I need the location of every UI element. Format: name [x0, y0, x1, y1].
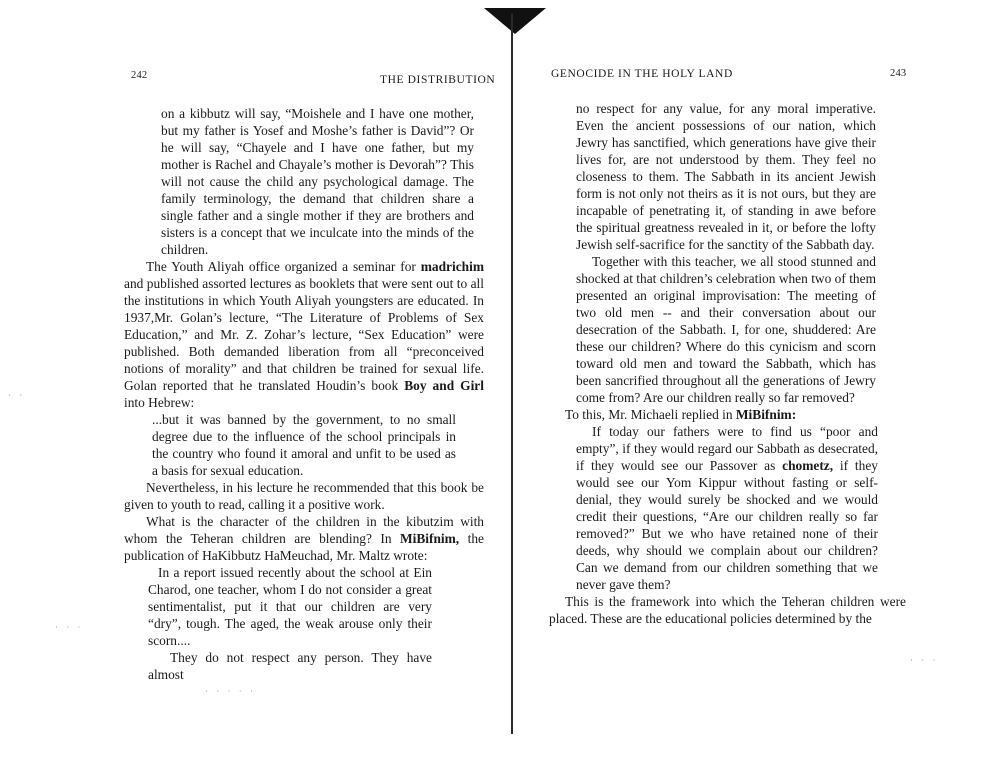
text-span: and published assorted lectures as booklets that were sent out to all the institutions in which Youth Aliyah youngsters are educated. In 1937,Mr. Golan’s lecture, “The Literature of Problems of Sex Education,” and Mr. Z. Zohar’s lecture, “Sex Education” were published. Both demanded liberation from all “preconceived notions of morality” and that children be trained for sexual life. Golan reported that he translated Houdin’s book — [124, 276, 484, 393]
text-span: the publication of HaKibbutz HaMeuchad, Mr. Maltz wrote: — [124, 531, 484, 563]
left-page-body — [124, 105, 484, 683]
right-page-body — [549, 100, 906, 627]
term-mibifnim: MiBifnim, — [400, 531, 460, 546]
right-running-head: GENOCIDE IN THE HOLY LAND — [551, 68, 733, 80]
paragraph-nevertheless: Nevertheless, in his lecture he recommended that this book be given to youth to read, calling it a positive work. — [124, 480, 484, 512]
term-chometz: chometz, — [782, 458, 834, 473]
left-page-number: 242 — [131, 70, 148, 81]
scan-speck: · · · — [55, 622, 84, 632]
term-mibifnim: MiBifnim: — [735, 407, 797, 422]
scan-speck: · · · — [910, 655, 939, 665]
paragraph-framework: This is the framework into which the Teheran children were placed. These are the educational policies determined by the — [549, 594, 906, 626]
paragraph-character — [124, 513, 484, 564]
quote-block-kibbutz: on a kibbutz will say, “Moishele and I have one mother, but my father is Yosef and Moshe’s father is David”? Or he will say, “Chayele and I have one father, but my mother is Rachel and Chayale’s mother is Devorah”? This will not cause the child any psychological damage. The family terminology, the demand that children share a single father and a single mother if they are brothers and sisters is a concept that we inculcate into the minds of the children. — [161, 106, 474, 257]
text-span: What is the character of the children in the kibutzim with whom the Teheran children are blending? In — [124, 514, 484, 546]
right-page-number: 243 — [890, 68, 907, 79]
quote-block-respect: They do not respect any person. They have almost — [148, 650, 432, 682]
scan-speck: · · · · · — [205, 686, 256, 696]
quote-block-no-respect: no respect for any value, for any moral imperative. Even the ancient possessions of our nation, which Jewry has sanctified, which generations have give their lives for, are not understood by them. They feel no closeness to them. The Sabbath in its ancient Jewish form is not only not theirs as it is not ours, but they are incapable of penetrating it, of standing in awe before the spiritual greatness revealed in it, or before the lofty Jewish self-sacrifice for the sanctity of the Sabbath day. — [576, 101, 876, 252]
page-gutter — [511, 14, 513, 734]
quote-block-together: Together with this teacher, we all stood stunned and shocked at that children’s celebration when two of them presented an original improvisation: The meeting of two old men -- and their conversation about our desecration of the Sabbath. I, for one, shuddered: Are these our children? Where do this cynicism and scorn toward old men and toward the Sabbath, which has been sancrified throughout all the generations of Jewry come from? Are our children really so far removed? — [576, 254, 876, 405]
left-running-head: THE DISTRIBUTION — [380, 74, 496, 86]
text-span: If today our fathers were to find us “poor and empty”, if they would regard our Sabbath as desecrated, if they would see our Passover as — [576, 424, 878, 473]
quote-block-fathers — [549, 423, 906, 593]
text-span: into Hebrew: — [124, 395, 195, 410]
text-span: To this, Mr. Michaeli replied in — [565, 407, 733, 422]
binding-mark — [484, 8, 546, 34]
quote-block-banned: ...but it was banned by the government, to no small degree due to the influence of the school principals in the country who found it amoral and unfit to be used as a basis for sexual education. — [152, 412, 456, 478]
paragraph-youth-aliyah — [124, 258, 484, 411]
scan-speck: · · — [8, 390, 26, 400]
paragraph-michaeli — [549, 406, 906, 423]
quote-block-ein-charod: In a report issued recently about the school at Ein Charod, one teacher, whom I do not consider a great sentimentalist, put it that our children are very “dry”, tough. The aged, the weak arouse only their scorn.... — [148, 565, 432, 648]
text-span: if they would see our Yom Kippur without fasting or self-denial, they would surely be shocked and we would credit their questions, “Are our children really so far removed?” But we who have retained none of their deeds, why should we complain about our children? Can we demand from our children something that we never gave them? — [576, 458, 878, 592]
term-madrichim: madrichim — [420, 259, 484, 274]
text-span: The Youth Aliyah office organized a seminar for — [146, 259, 416, 274]
book-title: Boy and Girl — [404, 378, 484, 393]
